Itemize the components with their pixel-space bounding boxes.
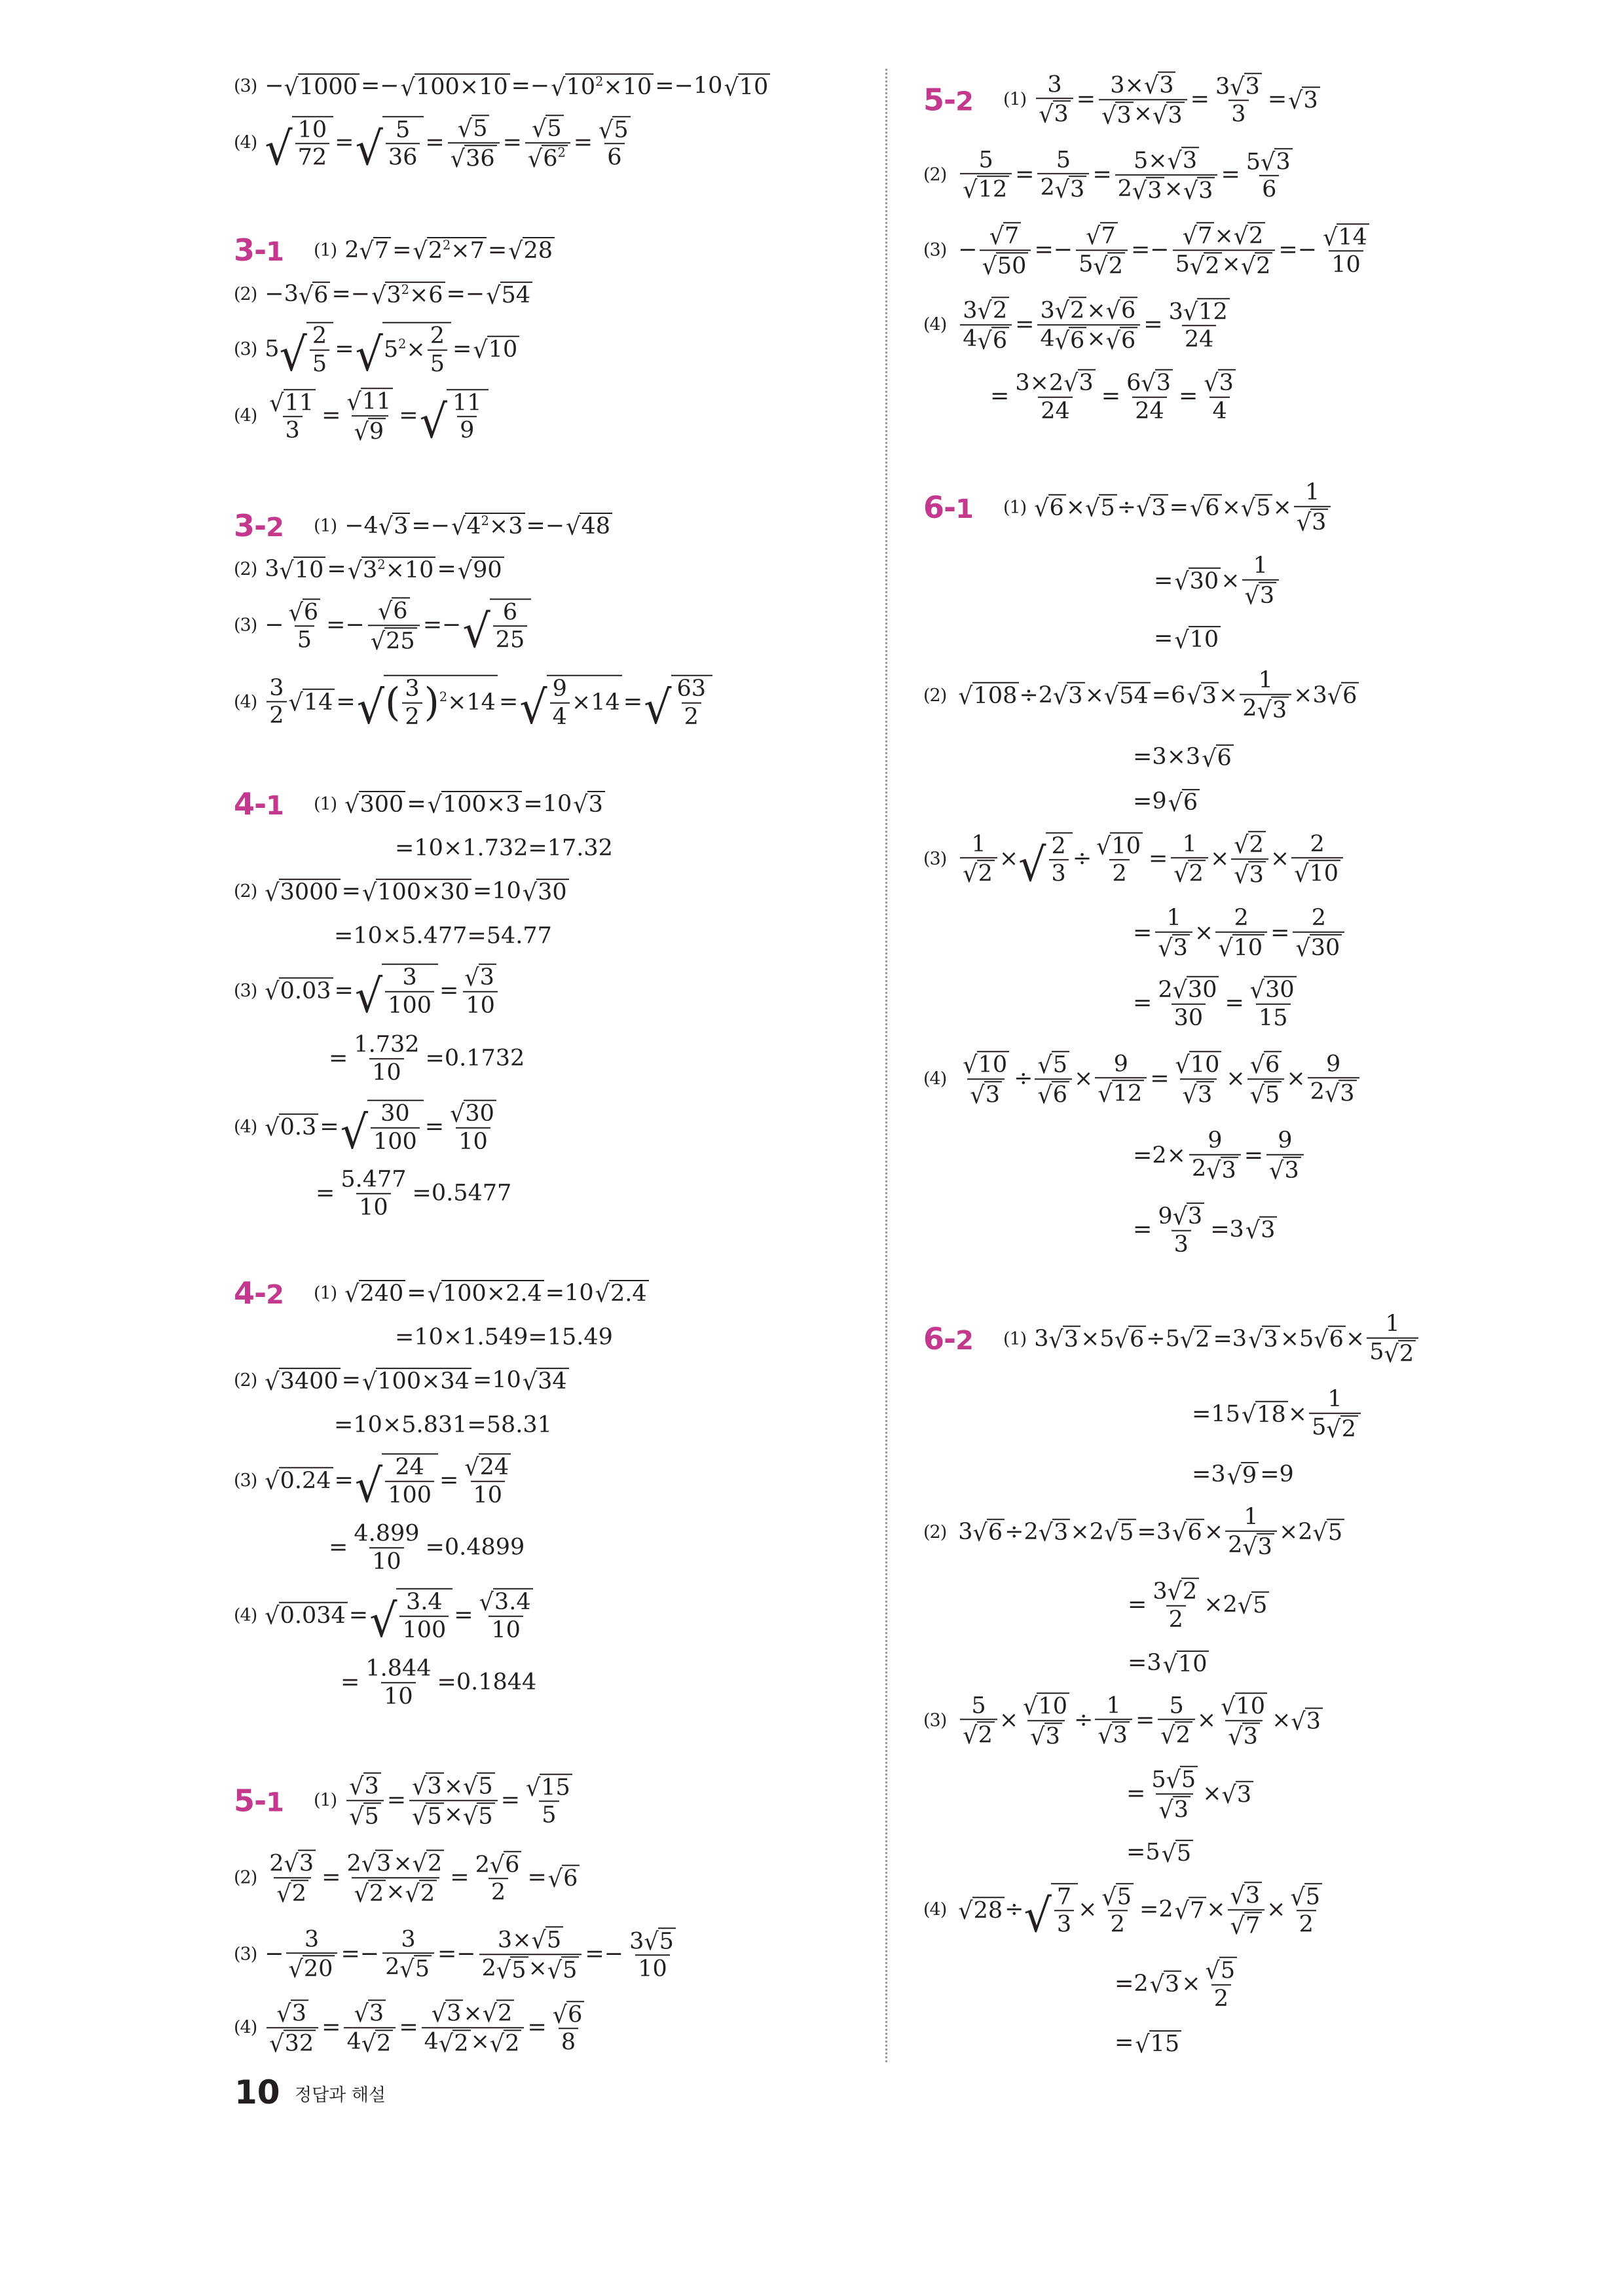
answer-line: =5 √ 5 [1125,1840,1193,1866]
answer-line: = $\frac{5.477}{10}$ =0.5477 [316,1166,512,1220]
problem-label: (4) [234,1605,257,1626]
answer-line: (3) 5 √ 2 × √ 10 √ 3 ÷ 1 √ 3 = 5 √ 2 × √ 10 √ 3 × √ 3 [923,1692,1323,1749]
problem-number-4-1: 4-1 [234,786,284,822]
problem-label: (1) [313,1283,337,1303]
problem-number-5-1: 5-1 [234,1783,284,1818]
answer-line: =3×3 √ 6 [1132,744,1234,771]
answer-line: (3) √ 0.03 = √ 3 100 = √ 3 10 [234,964,501,1018]
problem-label: (4) [923,1068,947,1089]
answer-line: (2) 3 √ 6 ÷2 √ 3 ×2 √ 5 =3 √ 6 × 1 2 √ 3 ×2 √ 5 [923,1505,1344,1559]
problem-number-3-1: 3-1 [234,232,284,268]
problem-number-6-2: 6-2 [923,1321,973,1357]
problem-number-4-2: 4-2 [234,1275,284,1311]
problem-label: (4) [923,314,947,335]
problem-number-5-2: 5-2 [923,82,973,117]
problem-label: (3) [234,1470,257,1491]
problem-label: (1) [313,240,337,261]
answer-line: (4) √ 0.3 = √ 30 100 = √ 30 10 [234,1100,501,1154]
page-number: 10 [234,2073,280,2111]
answer-line: (2) 3 √ 10 = √ 3 2 ×10 = √ 90 [234,556,504,583]
answer-line: =2× 9 2 √ 3 = 9 √ 3 [1132,1129,1306,1183]
problem-label: (4) [923,1899,947,1920]
answer-line: (4) √ 28 ÷ √ 7 3 × √ 5 2 =2 √ 7 × √ 3 √ 7 × √ 5 2 [923,1882,1327,1938]
problem-label: (2) [234,1867,257,1888]
answer-line: = $\frac{1.732}{10}$ =0.1732 [329,1031,525,1085]
answer-line: (2) 5 √ 12 = 5 2 √ 3 = 5× √ 3 2 √ 3 × √ 3 = 5 √ 3 6 [923,147,1297,203]
answer-line: =10×1.549=15.49 [395,1324,613,1351]
problem-label: (3) [234,338,257,359]
answer-line: (3) − 3 √ 20 =− 3 2 √ 5 =− 3× √ 5 2 √ 5 × √ 5 =− 3 √ 5 10 [234,1926,680,1982]
problem-label: (1) [313,1790,337,1811]
problem-label: (4) [234,2017,257,2038]
answer-line: 6-1 (1) √ 6 × √ 5 ÷ √ 3 = √ 6 × √ 5 × 1 √ 3 [923,481,1333,535]
problem-label: (2) [923,164,947,185]
answer-line: (2) √ 108 ÷2 √ 3 × √ 54 =6 √ 3 × 1 2 √ 3 ×3 √ 6 [923,668,1359,723]
column-divider [885,69,887,2062]
answer-line: (3) − √ 6 5 =− √ 6 √ 25 =− √ 6 25 [234,597,531,653]
answer-line: 5-1 (1) √ 3 √ 5 = √ 3 × √ 5 √ 5 × √ 5 = √ 15 5 [234,1772,577,1829]
answer-line: (2) −3 √ 6 =− √ 3 2 ×6 =− √ 54 [234,282,532,308]
answer-line: 3-1 (1) 2 √ 7 = √ 2 2 ×7 = √ 28 [234,235,555,265]
problem-label: (4) [234,691,257,712]
answer-line: =10×1.732=17.32 [395,835,613,862]
problem-label: (2) [234,1370,257,1391]
problem-label: (3) [923,1710,947,1731]
problem-label: (1) [1003,497,1027,518]
answer-line: =3 √ 10 [1126,1650,1209,1677]
answer-line: =2 √ 3 × √ 5 2 [1113,1957,1242,2011]
answer-line: (4) √ 0.034 = √ 3.4 100 = √ 3.4 10 [234,1588,538,1643]
answer-line: (2) 2 √ 3 √ 2 = 2 √ 3 × √ 2 √ 2 × √ 2 = 2 √ 6 2 = √ 6 [234,1850,580,1906]
problem-label: (3) [234,1944,257,1965]
answer-line: = $\frac{1.844}{10}$ =0.1844 [341,1655,537,1709]
problem-label: (2) [923,1522,947,1542]
answer-line: = 1 √ 3 × 2 √ 10 = 2 √ 30 [1132,906,1346,960]
problem-label: (1) [313,515,337,536]
answer-line: =10×5.831=58.31 [334,1412,552,1438]
answer-line: = √ 30 × 1 √ 3 [1153,554,1281,608]
problem-label: (1) [1003,89,1027,110]
answer-line: (4) √ 11 3 = √ 11 √ 9 = √ 11 9 [234,388,489,444]
problem-label: (3) [234,615,257,636]
answer-line: 4-2 (1) √ 240 = √ 100×2.4 =10 √ 2.4 [234,1278,649,1308]
answer-line: (4) √ 3 √ 32 = √ 3 4 √ 2 = √ 3 × √ 2 4 √ 2 × √ 2 = √ 6 8 [234,1999,589,2056]
answer-line: (4) 3 2 √ 14 = √ ( 3 2 ) 2 ×14 = √ 9 4 ×14 = √ 63 2 [234,675,712,729]
answer-line: 4-1 (1) √ 300 = √ 100×3 =10 √ 3 [234,789,605,819]
problem-label: (3) [234,980,257,1001]
answer-line: = 3×2 √ 3 24 = 6 √ 3 24 = √ 3 4 [989,369,1240,424]
answer-line: (3) − √ 1000 =− √ 100×10 =− √ 10 2 ×10 =−10 √ 10 [234,73,770,100]
problem-number-6-1: 6-1 [923,490,973,525]
answer-line: = √ 10 [1153,626,1221,652]
problem-label: (4) [234,132,257,153]
answer-line: (3) 5 √ 2 5 = √ 5 2 × 2 5 = √ 10 [234,322,519,376]
footer-label: 정답과 해설 [295,2085,386,2105]
answer-line: 6-2 (1) 3 √ 3 ×5 √ 6 ÷5 √ 2 =3 √ 3 ×5 √ 6 × 1 5 √ 2 [923,1312,1420,1366]
answer-line: (2) √ 3400 = √ 100×34 =10 √ 34 [234,1368,569,1394]
answer-line: (3) √ 0.24 = √ 24 100 = √ 24 10 [234,1453,515,1508]
answer-line: (4) 3 √ 2 4 √ 6 = 3 √ 2 × √ 6 4 √ 6 × √ 6 = 3 √ 12 24 [923,297,1234,353]
problem-label: (2) [234,284,257,305]
answer-line: (4) √ 10 √ 3 ÷ √ 5 √ 6 × 9 √ 12 = √ 10 √ 3 × √ 6 √ 5 × 9 2 √ 3 [923,1051,1361,1107]
answer-line: = √ 15 [1113,2030,1181,2056]
answer-line: 3-2 (1) −4 √ 3 =− √ 4 2 ×3 =− √ 48 [234,511,612,541]
answer-line: (4) √ 10 72 = √ 5 36 = √ 5 √ 36 = √ 5 √ 6 2 = √ 5 6 [234,115,635,171]
problem-label: (4) [234,405,257,426]
answer-line: =9 √ 6 [1132,789,1200,815]
answer-line: = 3 √ 2 2 ×2 √ 5 [1126,1578,1269,1632]
answer-line: (2) √ 3000 = √ 100×30 =10 √ 30 [234,879,569,905]
answer-line: =15 √ 18 × 1 5 √ 2 [1190,1387,1363,1442]
problem-label: (1) [313,793,337,814]
answer-line: (3) − √ 7 √ 50 =− √ 7 5 √ 2 =− √ 7 × √ 2 5 √ 2 × √ 2 =− √ 14 10 [923,222,1374,278]
answer-line: = 9 √ 3 3 =3 √ 3 [1132,1203,1277,1257]
problem-label: (3) [923,848,947,869]
answer-line: =10×5.477=54.77 [334,922,552,949]
problem-label: (4) [234,1116,257,1137]
problem-label: (1) [1003,1328,1027,1349]
problem-label: (3) [923,240,947,261]
answer-line: = $\frac{4.899}{10}$ =0.4899 [329,1520,525,1575]
answer-line: (3) 1 √ 2 × √ 2 3 ÷ √ 10 2 = 1 √ 2 × √ 2 √ 3 × 2 √ 10 [923,831,1345,887]
answer-line: = 2 √ 30 30 = √ 30 15 [1132,976,1301,1030]
answer-line: 5-2 (1) 3 √ 3 = 3× √ 3 √ 3 × √ 3 = 3 √ 3 3 = √ 3 [923,71,1320,128]
answer-line: = 5 √ 5 √ 3 × √ 3 [1125,1766,1253,1822]
problem-label: (2) [234,881,257,902]
problem-label: (2) [923,685,947,706]
problem-label: (2) [234,559,257,580]
problem-number-3-2: 3-2 [234,508,284,543]
answer-line: =3 √ 9 =9 [1192,1461,1294,1490]
problem-label: (3) [234,76,257,97]
